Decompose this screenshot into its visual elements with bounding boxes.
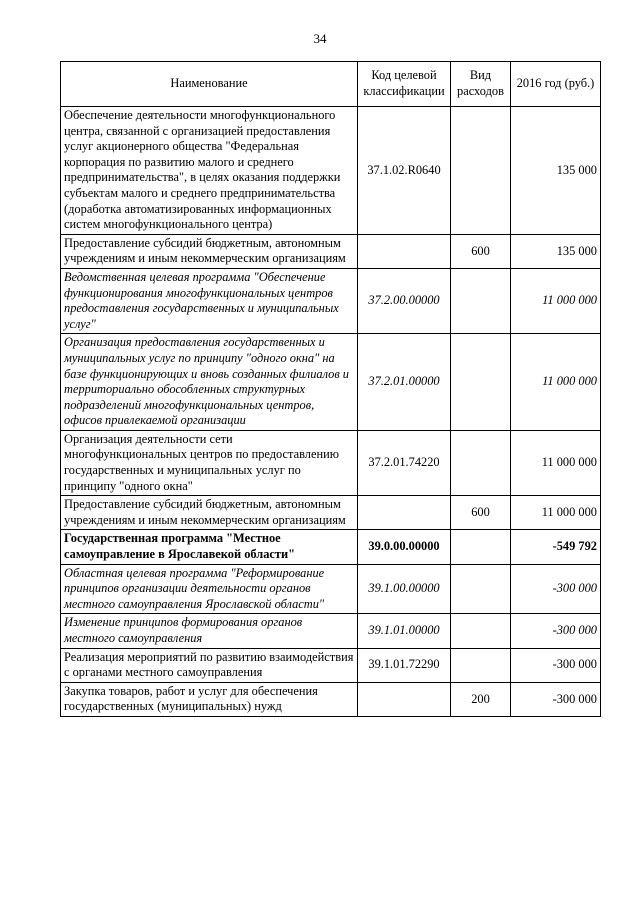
row-code bbox=[358, 682, 451, 716]
row-name: Закупка товаров, работ и услуг для обеспечения государственных (муниципальных) нужд bbox=[61, 682, 358, 716]
row-name: Организация деятельности сети многофункциональных центров по предоставлению государственных и муниципальных услуг по принципу "одного окна" bbox=[61, 430, 358, 495]
row-amount: 11 000 000 bbox=[511, 496, 601, 530]
table-row bbox=[61, 614, 601, 648]
header-kind: Вид расходов bbox=[451, 62, 511, 107]
row-code: 37.1.02.R0640 bbox=[358, 107, 451, 235]
row-name: Областная целевая программа "Реформирование принципов организации деятельности органов местного самоуправления Ярославской области" bbox=[61, 564, 358, 614]
table-header-row bbox=[61, 62, 601, 107]
table-row bbox=[61, 268, 601, 333]
row-kind bbox=[451, 334, 511, 431]
row-amount: -300 000 bbox=[511, 564, 601, 614]
row-code: 37.2.00.00000 bbox=[358, 268, 451, 333]
table-row bbox=[61, 648, 601, 682]
header-name: Наименование bbox=[61, 62, 358, 107]
row-amount: -300 000 bbox=[511, 648, 601, 682]
row-name: Государственная программа "Местное самоуправление в Ярославекой области" bbox=[61, 530, 358, 564]
row-amount: 11 000 000 bbox=[511, 268, 601, 333]
table-row bbox=[61, 334, 601, 431]
table-row bbox=[61, 496, 601, 530]
row-name: Предоставление субсидий бюджетным, автономным учреждениям и иным некоммерческим организациям bbox=[61, 234, 358, 268]
header-code: Код целевой классификации bbox=[358, 62, 451, 107]
page-number: 34 bbox=[313, 31, 327, 46]
table-row bbox=[61, 234, 601, 268]
row-code: 39.1.00.00000 bbox=[358, 564, 451, 614]
row-code: 37.2.01.74220 bbox=[358, 430, 451, 495]
budget-table bbox=[60, 61, 601, 717]
row-code: 39.0.00.00000 bbox=[358, 530, 451, 564]
row-amount: -300 000 bbox=[511, 614, 601, 648]
row-kind: 200 bbox=[451, 682, 511, 716]
row-kind: 600 bbox=[451, 234, 511, 268]
row-name: Ведомственная целевая программа "Обеспечение функционирования многофункциональных центров предоставления государственных и муниципальных услуг" bbox=[61, 268, 358, 333]
row-code: 37.2.01.00000 bbox=[358, 334, 451, 431]
table-row bbox=[61, 107, 601, 235]
row-kind bbox=[451, 430, 511, 495]
row-kind bbox=[451, 564, 511, 614]
row-name: Изменение принципов формирования органов местного самоуправления bbox=[61, 614, 358, 648]
table-row bbox=[61, 564, 601, 614]
row-amount: 11 000 000 bbox=[511, 430, 601, 495]
table-row bbox=[61, 430, 601, 495]
row-code bbox=[358, 234, 451, 268]
header-amount: 2016 год (руб.) bbox=[511, 62, 601, 107]
row-kind bbox=[451, 530, 511, 564]
row-code bbox=[358, 496, 451, 530]
row-name: Предоставление субсидий бюджетным, автономным учреждениям и иным некоммерческим организациям bbox=[61, 496, 358, 530]
row-kind bbox=[451, 268, 511, 333]
row-amount: 11 000 000 bbox=[511, 334, 601, 431]
row-name: Реализация мероприятий по развитию взаимодействия с органами местного самоуправления bbox=[61, 648, 358, 682]
row-kind: 600 bbox=[451, 496, 511, 530]
row-kind bbox=[451, 614, 511, 648]
row-name: Организация предоставления государственных и муниципальных услуг по принципу "одного окна" на базе функционирующих и вновь созданных филиалов и территориально обособленных структурных подразделений многофункциональных центров, офисов привлекаемой организации bbox=[61, 334, 358, 431]
row-name: Обеспечение деятельности многофункционального центра, связанной с организацией предоставления услуг акционерного общества "Федеральная корпорация по развитию малого и среднего предпринимательства", в целях оказания поддержки субъектам малого и среднего предпринимательства (доработка автоматизированных информационных систем многофункционального центра) bbox=[61, 107, 358, 235]
row-code: 39.1.01.72290 bbox=[358, 648, 451, 682]
table-body bbox=[61, 107, 601, 717]
row-amount: -300 000 bbox=[511, 682, 601, 716]
table-row bbox=[61, 530, 601, 564]
row-amount: -549 792 bbox=[511, 530, 601, 564]
table-row bbox=[61, 682, 601, 716]
row-amount: 135 000 bbox=[511, 107, 601, 235]
row-code: 39.1.01.00000 bbox=[358, 614, 451, 648]
row-amount: 135 000 bbox=[511, 234, 601, 268]
row-kind bbox=[451, 107, 511, 235]
row-kind bbox=[451, 648, 511, 682]
